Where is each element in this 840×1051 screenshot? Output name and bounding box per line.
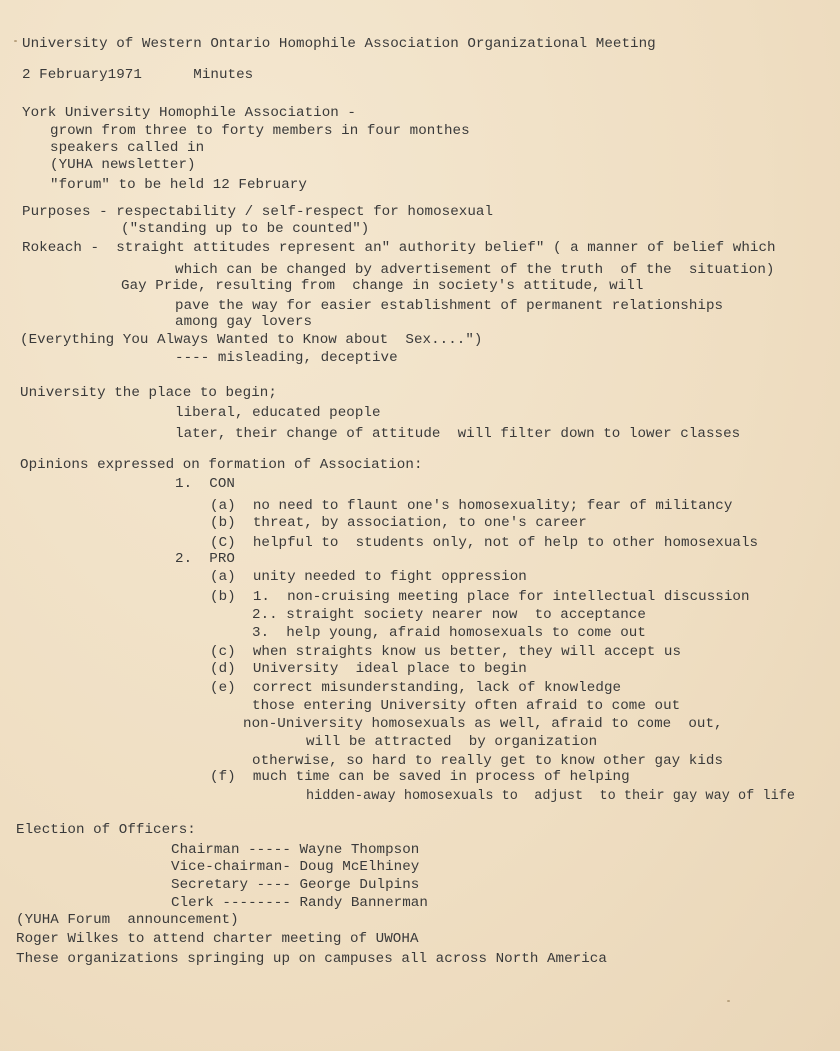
election-heading: Election of Officers:	[16, 822, 196, 838]
gay-pride-line: Gay Pride, resulting from change in society's attitude, will	[121, 278, 644, 294]
gay-pride-line: among gay lovers	[175, 314, 313, 330]
officer-line: Chairman ----- Wayne Thompson	[171, 842, 420, 858]
footer-line: Roger Wilkes to attend charter meeting of UWOHA	[16, 931, 419, 947]
con-item: (a) no need to flaunt one's homosexuality; fear of militancy	[210, 498, 733, 514]
everything-line: (Everything You Always Wanted to Know about Sex....")	[20, 332, 483, 348]
pro-line: (e) correct misunderstanding, lack of knowledge	[210, 680, 622, 696]
paper-speck	[727, 1000, 730, 1002]
york-item: (YUHA newsletter)	[50, 157, 196, 173]
pro-line: (d) University ideal place to begin	[210, 661, 527, 677]
pro-line: non-University homosexuals as well, afraid to come out,	[243, 716, 723, 732]
pro-line: (f) much time can be saved in process of helping	[210, 769, 630, 785]
pro-line: will be attracted by organization	[306, 734, 598, 750]
university-line: liberal, educated people	[175, 405, 381, 421]
pro-line: (c) when straights know us better, they will accept us	[210, 644, 682, 660]
pro-line: (b) 1. non-cruising meeting place for intellectual discussion	[210, 589, 750, 605]
rokeach-line: which can be changed by advertisement of the truth of the situation)	[175, 262, 775, 278]
pro-line: otherwise, so hard to really get to know other gay kids	[252, 753, 724, 769]
con-item: (C) helpful to students only, not of help to other homosexuals	[210, 535, 759, 551]
document-title: University of Western Ontario Homophile Association Organizational Meeting	[22, 36, 656, 52]
pro-line: 2.. straight society nearer now to acceptance	[252, 607, 646, 623]
rokeach-line: Rokeach - straight attitudes represent an" authority belief" ( a manner of belief which	[22, 240, 776, 256]
con-label: 1. CON	[175, 476, 235, 492]
purposes-line: ("standing up to be counted")	[121, 221, 370, 237]
pro-line: (a) unity needed to fight oppression	[210, 569, 527, 585]
opinions-heading: Opinions expressed on formation of Association:	[20, 457, 423, 473]
footer-line: These organizations springing up on campuses all across North America	[16, 951, 607, 967]
misleading-line: ---- misleading, deceptive	[175, 350, 398, 366]
pro-label: 2. PRO	[175, 551, 235, 567]
pro-line: 3. help young, afraid homosexuals to come out	[252, 625, 646, 641]
york-item: grown from three to forty members in four monthes	[50, 123, 470, 139]
officer-line: Secretary ---- George Dulpins	[171, 877, 420, 893]
footer-line: (YUHA Forum announcement)	[16, 912, 239, 928]
officer-line: Clerk -------- Randy Bannerman	[171, 895, 428, 911]
york-heading: York University Homophile Association -	[22, 105, 356, 121]
purposes-line: Purposes - respectability / self-respect for homosexual	[22, 204, 494, 220]
university-heading: University the place to begin;	[20, 385, 277, 401]
university-line: later, their change of attitude will filter down to lower classes	[175, 426, 741, 442]
paper-speck	[14, 40, 17, 42]
york-item: speakers called in	[50, 140, 205, 156]
con-item: (b) threat, by association, to one's career	[210, 515, 587, 531]
pro-line: hidden-away homosexuals to adjust to their gay way of life	[306, 789, 796, 804]
pro-line: those entering University often afraid to come out	[252, 698, 681, 714]
meeting-date: 2 February1971 Minutes	[22, 67, 254, 83]
york-item: "forum" to be held 12 February	[50, 177, 307, 193]
gay-pride-line: pave the way for easier establishment of permanent relationships	[175, 298, 724, 314]
officer-line: Vice-chairman- Doug McElhiney	[171, 859, 420, 875]
